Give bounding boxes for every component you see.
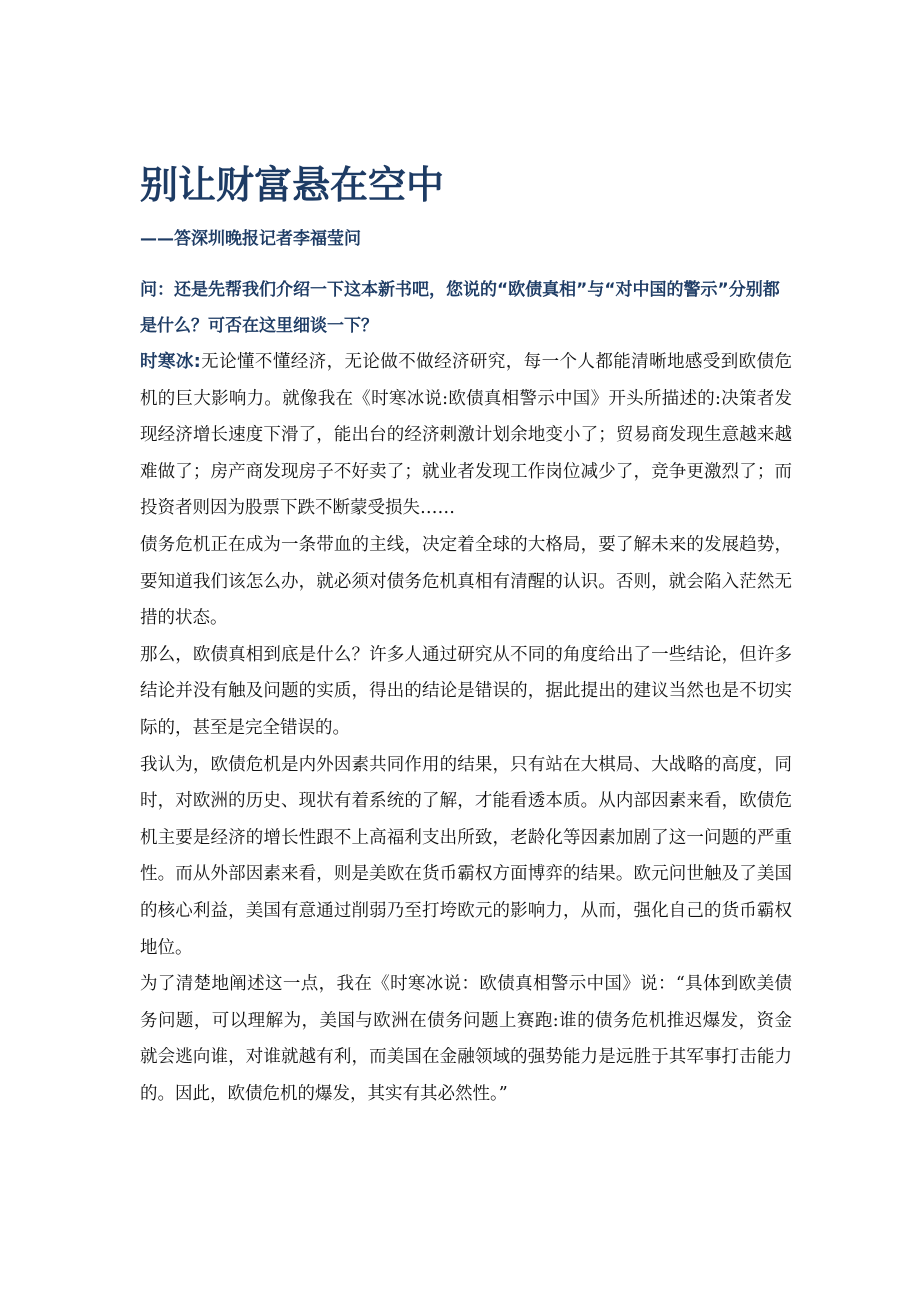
article-subtitle: ——答深圳晚报记者李福莹问 xyxy=(140,229,361,249)
interview-answer xyxy=(140,344,792,1112)
interview-question: 问：还是先帮我们介绍一下这本新书吧，您说的“欧债真相”与“对中国的警示”分别都是什么？可否在这里细谈一下？ xyxy=(140,280,780,336)
answer-paragraph: 债务危机正在成为一条带血的主线，决定着全球的大格局，要了解未来的发展趋势，要知道我们该怎么办，就必须对债务危机真相有清醒的认识。否则，就会陷入茫然无措的状态。 xyxy=(140,534,792,629)
answer-paragraph: 为了清楚地阐述这一点，我在《时寒冰说：欧债真相警示中国》说：“具体到欧美债务问题，可以理解为，美国与欧洲在债务问题上赛跑:谁的债务危机推迟爆发，资金就会逃向谁，对谁就越有利，而美国在金融领域的强势能力是远胜于其军事打击能力的。因此，欧债危机的爆发，其实有其必然性。” xyxy=(140,974,792,1104)
answer-paragraph-first xyxy=(140,344,792,527)
answer-paragraph: 那么，欧债真相到底是什么？许多人通过研究从不同的角度给出了一些结论，但许多结论并没有触及问题的实质，得出的结论是错误的，据此提出的建议当然也是不切实际的，甚至是完全错误的。 xyxy=(140,644,792,738)
article-title: 别让财富悬在空中 xyxy=(140,163,445,207)
document-page xyxy=(140,156,792,1112)
answer-text: 无论懂不懂经济，无论做不做经济研究，每一个人都能清晰地感受到欧债危机的巨大影响力。就像我在《时寒冰说:欧债真相警示中国》开头所描述的:决策者发现经济增长速度下滑了，能出台的经济刺激计划余地变小了；贸易商发现生意越来越难做了；房产商发现房子不好卖了；就业者发现工作岗位减少了，竞争更激烈了；而投资者则因为股票下跌不断蒙受损失…… xyxy=(140,352,792,519)
answer-speaker: 时寒冰: xyxy=(140,352,201,372)
answer-paragraph: 我认为，欧债危机是内外因素共同作用的结果，只有站在大棋局、大战略的高度，同时，对欧洲的历史、现状有着系统的了解，才能看透本质。从内部因素来看，欧债危机主要是经济的增长性跟不上高福利支出所致，老龄化等因素加剧了这一问题的严重性。而从外部因素来看，则是美欧在货币霸权方面博弈的结果。欧元问世触及了美国的核心利益，美国有意通过削弱乃至打垮欧元的影响力，从而，强化自己的货币霸权地位。 xyxy=(140,754,792,958)
